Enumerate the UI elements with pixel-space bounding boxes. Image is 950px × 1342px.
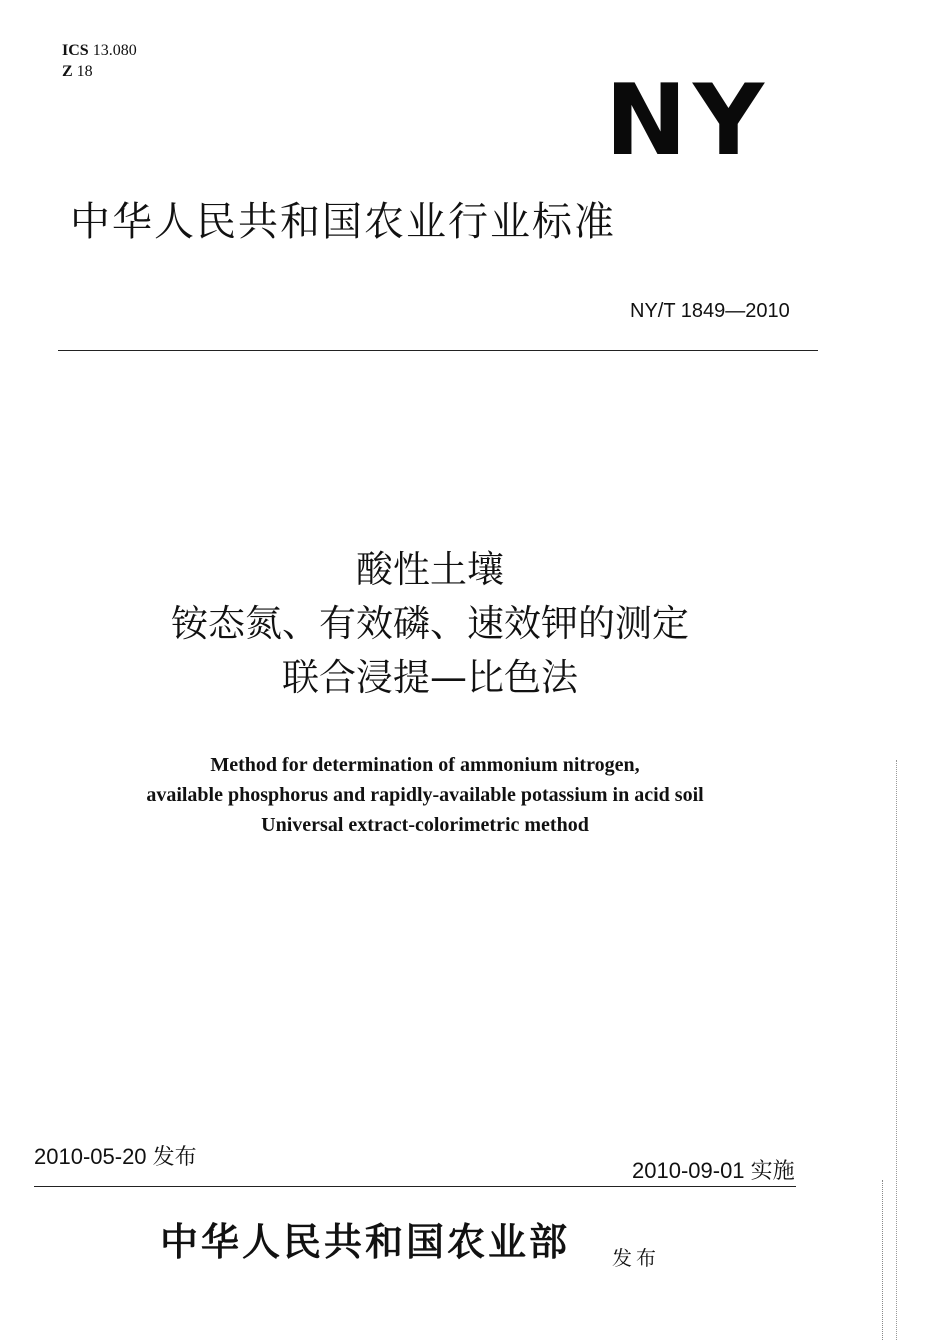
bottom-divider [34,1186,796,1187]
classification-label: Z [62,63,73,80]
top-divider [58,350,818,351]
english-title-line-2: available phosphorus and rapidly-available potassium in acid soil [146,784,704,806]
chinese-title [0,543,860,705]
ics-label: ICS [62,42,89,59]
scan-edge-line-lower [882,1180,883,1340]
standard-number: NY/T 1849—2010 [630,300,790,322]
ny-logo: NY [605,64,770,178]
scan-edge-line [896,760,897,1340]
english-title-line-1: Method for determination of ammonium nitrogen, [210,754,640,776]
chinese-title-line-1: 酸性土壤 [356,548,504,591]
issuing-suffix: 发布 [612,1246,660,1270]
english-title [0,750,850,840]
english-title-line-3: Universal extract-colorimetric method [261,814,589,836]
issuing-authority: 中华人民共和国农业部 [160,1219,571,1264]
classification-line [62,61,137,82]
chinese-title-line-2: 铵态氮、有效磷、速效钾的测定 [171,602,689,645]
chinese-title-line-3: 联合浸提—比色法 [282,656,578,699]
classification-code: 18 [76,63,93,80]
ics-line [62,40,137,61]
ics-code: 13.080 [92,42,137,59]
issue-date: 2010-05-20 发布 [34,1144,197,1169]
ics-block [62,40,137,82]
standard-type-title: 中华人民共和国农业行业标准 [70,199,616,245]
implementation-date: 2010-09-01 实施 [632,1158,795,1183]
